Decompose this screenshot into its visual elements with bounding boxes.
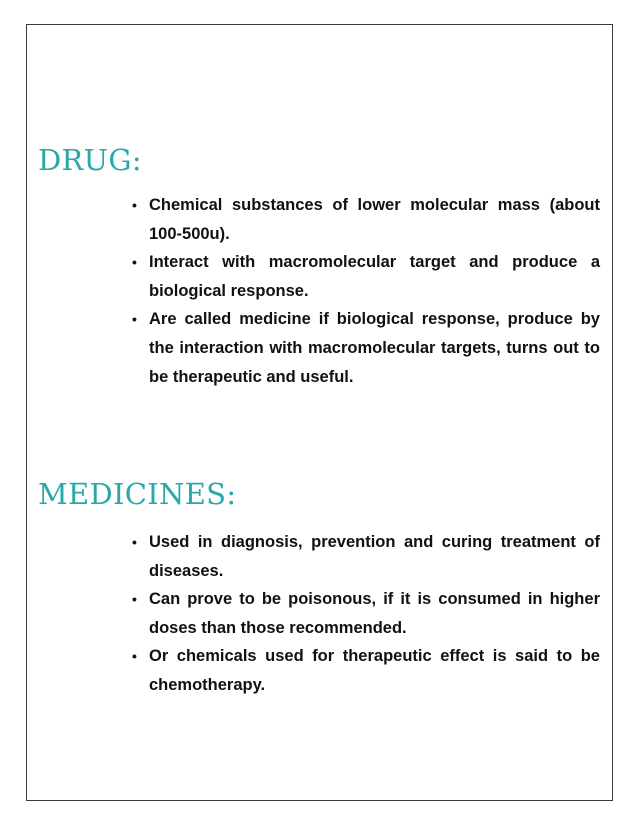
list-item-text: Interact with macromolecular target and produce a biological response. [149, 253, 600, 300]
list-item-text: Used in diagnosis, prevention and curing treatment of diseases. [149, 533, 600, 580]
drug-bullet-list [132, 191, 600, 391]
list-item [132, 585, 600, 642]
bullet-icon: • [132, 648, 137, 665]
list-item-text: Chemical substances of lower molecular mass (about 100-500u). [149, 196, 600, 243]
bullet-icon: • [132, 197, 137, 213]
list-item [132, 248, 600, 305]
list-item [132, 191, 600, 248]
list-item [132, 528, 600, 585]
bullet-icon: • [132, 311, 137, 328]
list-item [132, 305, 600, 391]
medicines-heading: MEDICINES: [38, 477, 237, 511]
list-item-text: Can prove to be poisonous, if it is consumed in higher doses than those recommended. [149, 590, 600, 637]
drug-heading: DRUG: [38, 143, 142, 177]
bullet-icon: • [132, 534, 137, 550]
list-item-text: Or chemicals used for therapeutic effect is said to be chemotherapy. [149, 647, 600, 694]
bullet-icon: • [132, 254, 137, 271]
bullet-icon: • [132, 591, 137, 608]
list-item-text: Are called medicine if biological response, produce by the interaction with macromolecular targets, turns out to be therapeutic and useful. [149, 310, 600, 386]
list-item [132, 642, 600, 699]
medicines-bullet-list [132, 528, 600, 700]
